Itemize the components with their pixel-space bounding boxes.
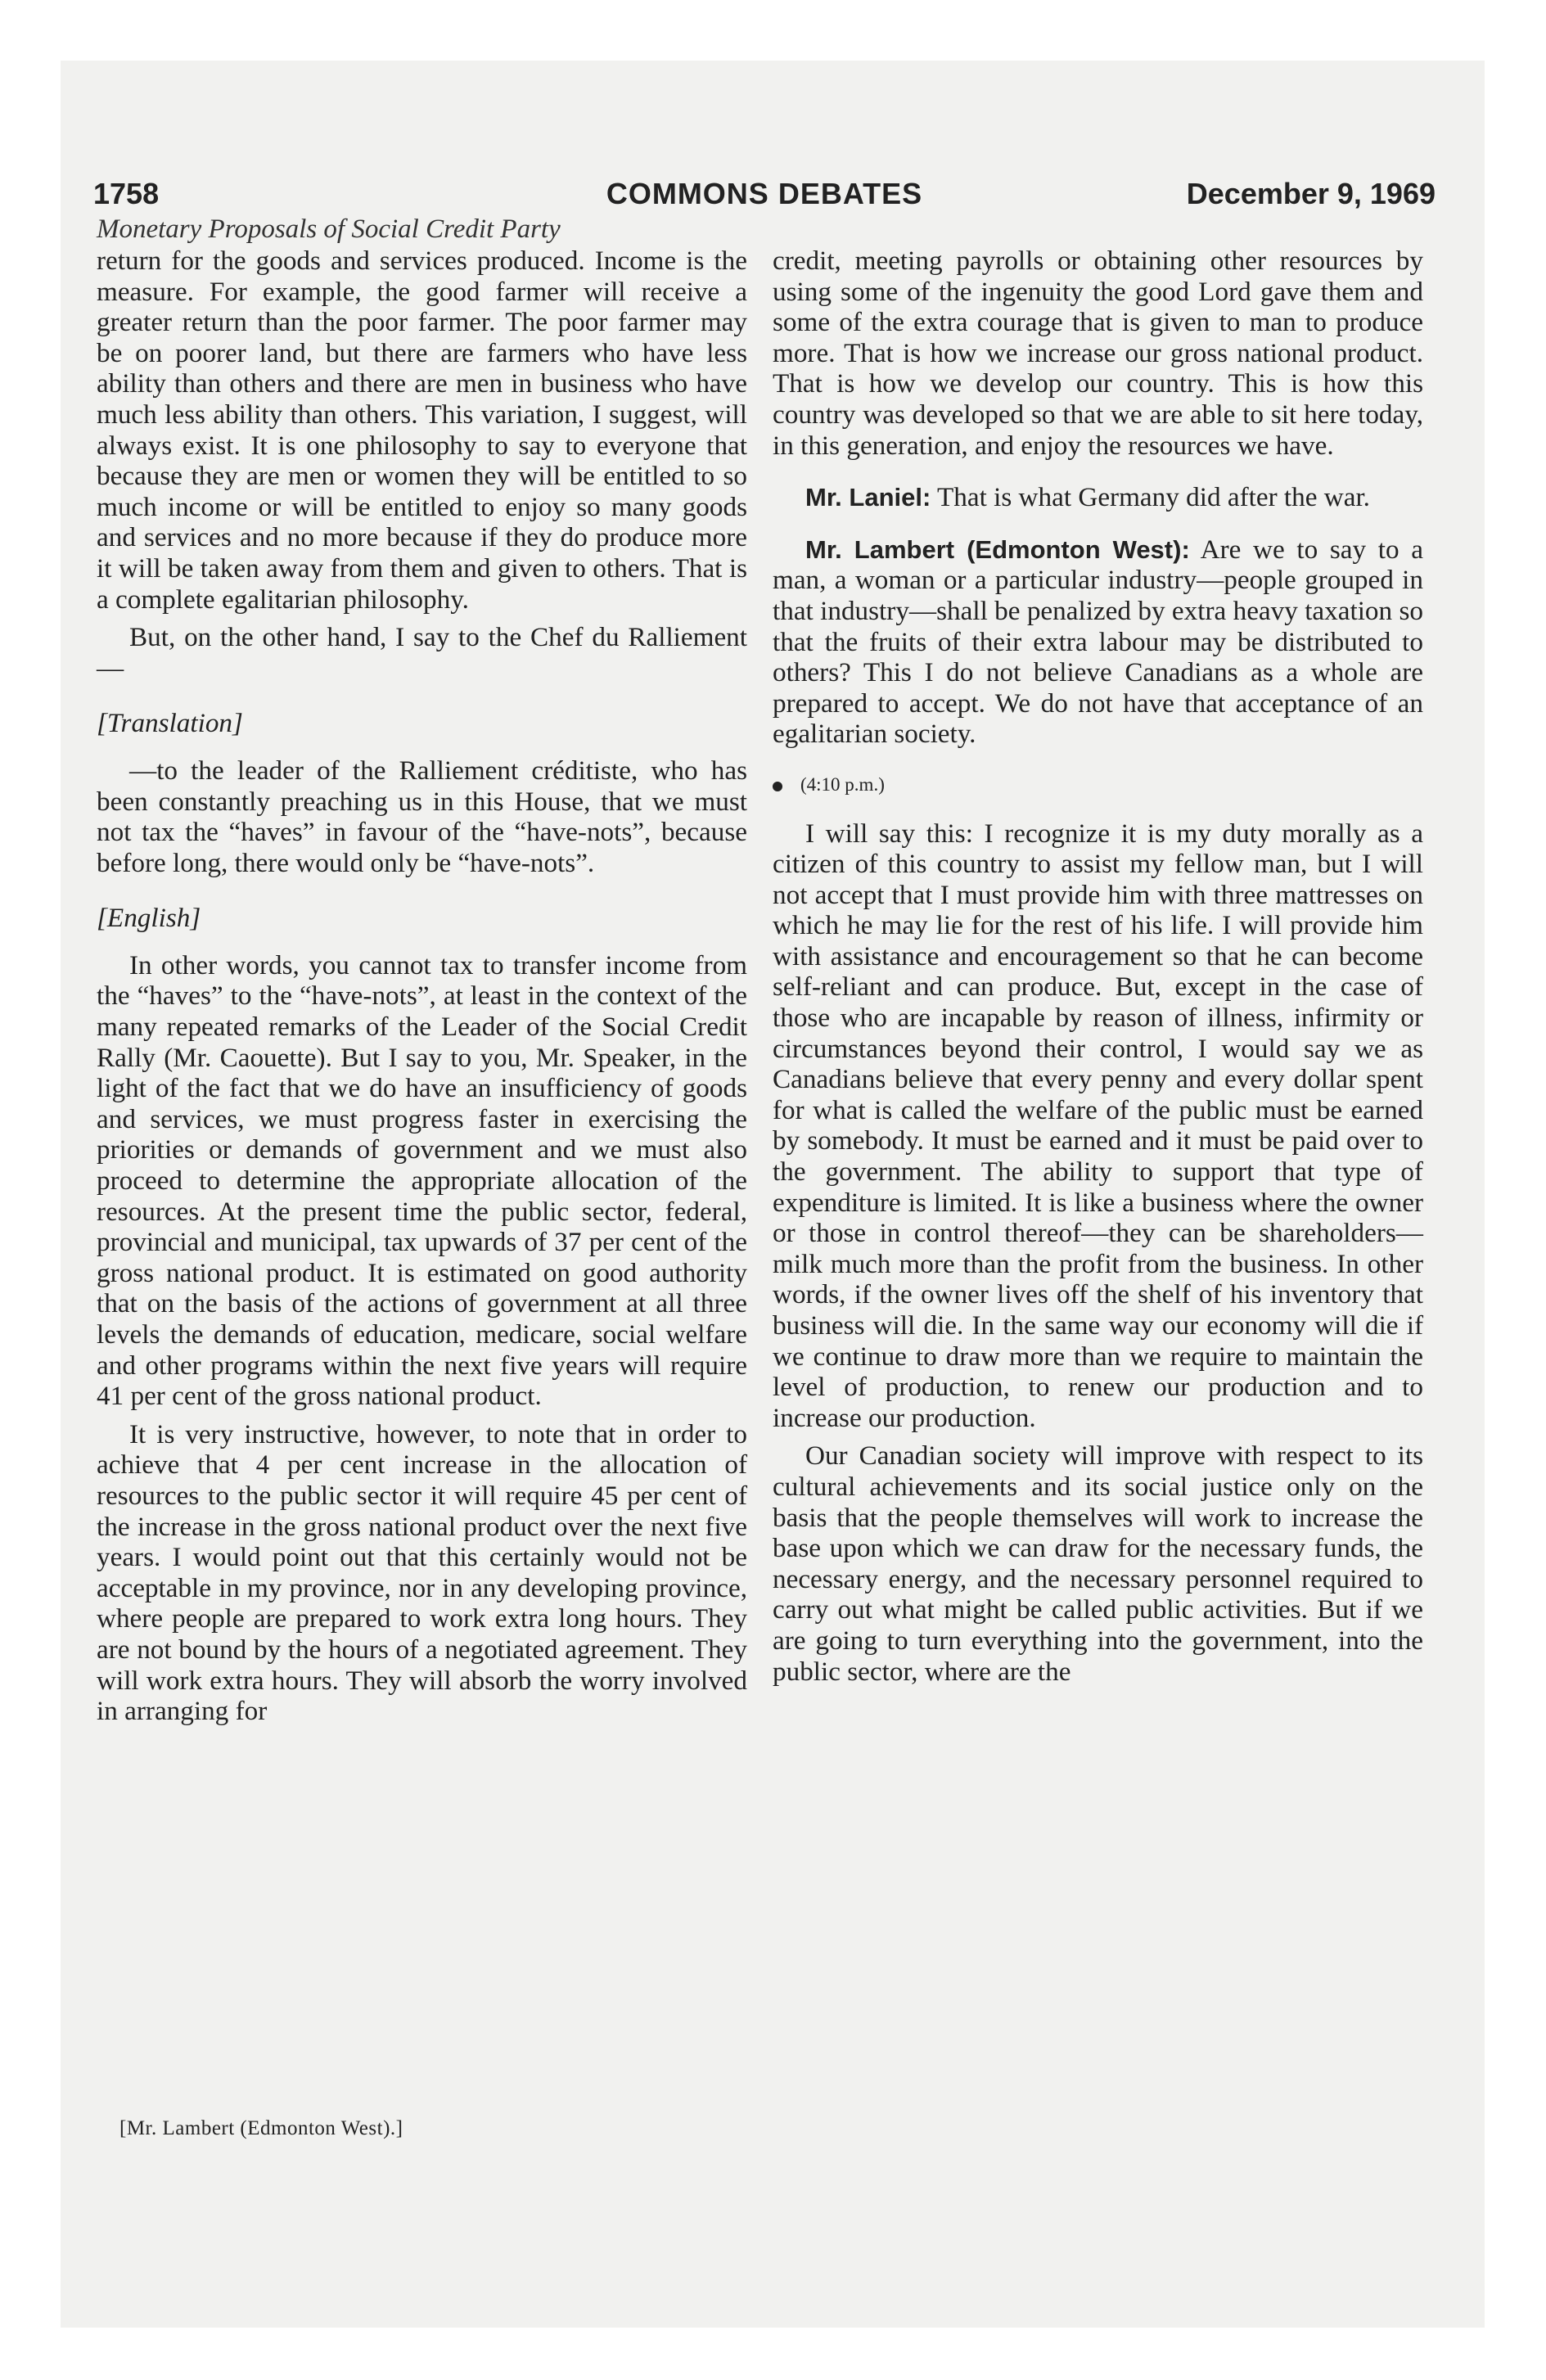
paragraph: Our Canadian society will improve with respect to its cultural achievements and its social justice only on the basis that the people themselves will work to increase the base upon which we can draw for the necessary funds, the necessary energy, and the necessary personnel required to carry out what might be called public activities. But if we are going to turn everything into the government, into the public sector, where are the [773,1440,1423,1687]
time-stamp [773,769,1423,800]
speaker-name: Mr. Lambert (Edmonton West): [805,534,1190,564]
publication-title: COMMONS DEBATES [606,177,923,210]
page-number: 1758 [93,177,160,210]
paragraph: return for the goods and services produced. Income is the measure. For example, the good farmer will receive a greater return than the poor farmer. The poor farmer may be on poorer land, but there are farmers who have less ability than others and there are men in business who have much less ability than others. This variation, I suggest, will always exist. It is one philosophy to say to everyone that because they are men or women they will be entitled to so much income or will be entitled to enjoy so many goods and services and no more because if they do produce more it will be taken away from them and given to others. That is a complete egalitarian philosophy. [97,246,747,615]
paragraph: In other words, you cannot tax to transfer income from the “haves” to the “have-nots”, at least in the context of the many repeated remarks of the Leader of the Social Credit Rally (Mr. Caouette). But I say to you, Mr. Speaker, in the light of the fact that we do have an insufficiency of goods and services, we must progress faster in exercising the priorities or demands of government and we must also proceed to determine the appropriate allocation of the resources. At the present time the public sector, federal, provincial and municipal, tax upwards of 37 per cent of the gross national product. It is estimated on good authority that on the basis of the actions of government at all three levels the demands of education, medicare, social welfare and other programs within the next five years will require 41 per cent of the gross national product. [97,949,747,1412]
speaker-entry [773,482,1423,513]
paragraph: It is very instructive, however, to note that in order to achieve that 4 per cent increase in the allocation of resources to the public sector it will require 45 per cent of the increase in the gross national product over the next five years. I would point out that this certainly would not be acceptable in my province, nor in any developing province, where people are prepared to work extra long hours. They are not bound by the hours of a negotiated agreement. They will work extra hours. They will absorb the worry involved in arranging for [97,1418,747,1727]
speaker-entry [773,534,1423,750]
running-subtitle: Monetary Proposals of Social Credit Party [97,214,561,244]
left-column [97,246,747,1727]
translation-label: [Translation] [97,708,243,739]
time-stamp-text: (4:10 p.m.) [800,773,885,795]
page-header [93,174,1436,214]
bullet-icon [773,782,782,791]
english-label: [English] [97,903,201,934]
publication-date: December 9, 1969 [1186,177,1436,210]
speaker-footer: [Mr. Lambert (Edmonton West).] [119,2117,403,2139]
right-column [773,246,1423,1687]
speaker-name: Mr. Laniel: [805,483,931,512]
speaker-text: That is what Germany did after the war. [931,482,1370,513]
speaker-text: Are we to say to a man, a woman or a particular industry—people grouped in that industry—shall be penalized by extra heavy taxation so that the fruits of their extra labour may be distributed to others? This I do not believe Canadians as a whole are prepared to accept. We do not have that acceptance of an egalitarian society. [773,534,1423,750]
paragraph: —to the leader of the Ralliement créditiste, who has been constantly preaching us in this House, that we must not tax the “haves” in favour of the “have-nots”, because before long, there would only be “have-nots”. [97,755,747,878]
paragraph: I will say this: I recognize it is my duty morally as a citizen of this country to assist my fellow man, but I will not accept that I must provide him with three mattresses on which he may lie for the rest of his life. I will provide him with assistance and encouragement so that he can become self-reliant and can produce. But, except in the case of those who are incapable by reason of illness, infirmity or circumstances beyond their control, I would say we as Canadians believe that every penny and every dollar spent for what is called the welfare of the public must be earned by somebody. It must be earned and it must be paid over to the government. The ability to support that type of expenditure is limited. It is like a business where the owner or those in control thereof—they can be shareholders—milk much more than the profit from the business. In other words, if the owner lives off the shelf of his inventory that business will die. In the same way our economy will die if we continue to draw more than we require to maintain the level of production, to renew our production and to increase our production. [773,818,1423,1433]
paragraph: But, on the other hand, I say to the Chef du Ralliement— [97,622,747,683]
paragraph: credit, meeting payrolls or obtaining other resources by using some of the ingenuity the good Lord gave them and some of the extra courage that is given to man to produce more. That is how we increase our gross national product. That is how we develop our country. This is how this country was developed so that we are able to sit here today, in this generation, and enjoy the resources we have. [773,246,1423,461]
